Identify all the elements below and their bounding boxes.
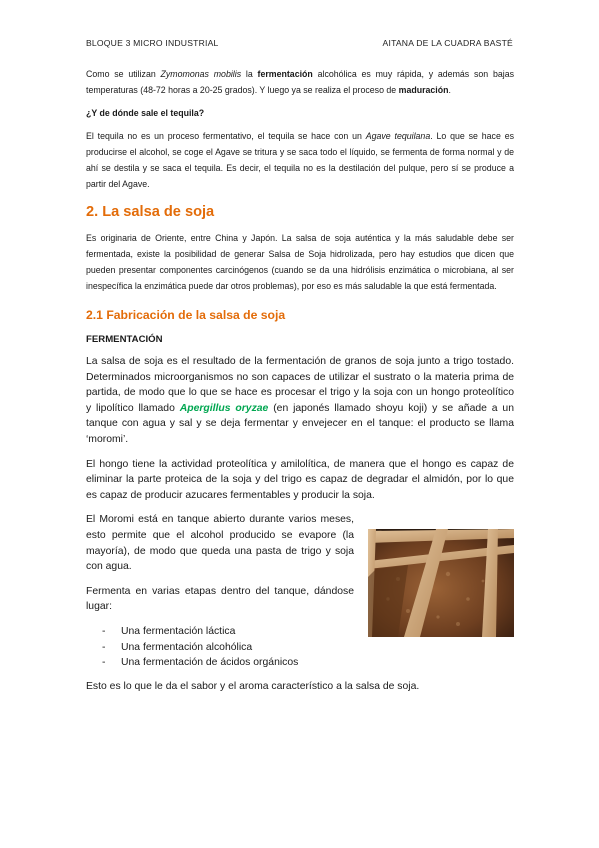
- moromi-tank-photo: [368, 529, 514, 637]
- moromi-tank-illustration: [368, 529, 514, 637]
- text-run: (en japonés llamado shoyu koji) y se añade a un tanque con agua y sal y se deja fermentar y envejecer en el tanque: el producto se llama ‘moromi’.: [86, 402, 514, 445]
- paragraph-conclusion: Esto es lo que le da el sabor y el aroma característico a la salsa de soja.: [86, 680, 420, 692]
- fermentation-heading: FERMENTACIÓN: [86, 334, 163, 345]
- paragraph-origin: Es originaria de Oriente, entre China y Japón. La salsa de soja auténtica y la más saludable debe ser fermentada, existe la posibilidad de generar Salsa de Soja hidrolizada, pero hay estudios que dicen que pueden presentar componentes carcinógenos (cuando se da una hidrólisis enzimática o microbiana, al ser inespecífica la enzimática puede dar otros problemas), por eso es más saludable la que está fermentada.: [86, 233, 514, 291]
- section-title: 2. La salsa de soja: [86, 204, 215, 220]
- list-item: [86, 640, 514, 656]
- header-author: AITANA DE LA CUADRA BASTÉ: [382, 38, 513, 48]
- list-item-text: Una fermentación de ácidos orgánicos: [121, 657, 299, 669]
- list-item-text: Una fermentación láctica: [121, 625, 236, 637]
- text-run: .: [448, 85, 451, 95]
- paragraph-tequila: [86, 128, 514, 192]
- species-name: Agave tequilana: [365, 131, 431, 141]
- text-run: la: [241, 69, 258, 79]
- question-heading: ¿Y de dónde sale el tequila?: [86, 108, 205, 118]
- dash-bullet: -: [102, 641, 106, 653]
- page-header: [86, 38, 513, 52]
- text-run: El tequila no es un proceso fermentativo, el tequila se hace con un: [86, 131, 366, 141]
- paragraph-moromi: El Moromi está en tanque abierto durante varios meses, esto permite que el alcohol producido se evapore (la mayoría), de modo que queda una pasta de trigo y soja con agua.: [86, 514, 354, 573]
- species-name: Zymomonas mobilis: [160, 69, 242, 79]
- paragraph-zymomonas: [86, 66, 514, 98]
- subsection-title: 2.1 Fabricación de la salsa de soja: [86, 308, 286, 322]
- species-name: Apergillus oryzae: [179, 402, 269, 414]
- header-course: BLOQUE 3 MICRO INDUSTRIAL: [86, 38, 219, 48]
- text-run: La salsa de soja es el resultado de la fermentación de granos de soja junto a trigo tostado. Determinados microorganismos no son capaces de utilizar el sustrato o la materia prima de partida, de modo que lo que se hace es procesar el trigo y la soja con un hongo proteolítico y lipolítico llamado: [86, 356, 514, 414]
- paragraph-fungus: El hongo tiene la actividad proteolítica y amilolítica, de manera que el hongo es capaz de eliminar la parte proteica de la soja y del trigo es capaz de degradar el almidón, por lo que es capaz de producir azucares fermentables y producir la soja.: [86, 458, 514, 501]
- bold-term: maduración: [398, 85, 449, 95]
- paragraph-stages: Fermenta en varias etapas dentro del tanque, dándose lugar:: [86, 585, 354, 613]
- list-item-text: Una fermentación alcohólica: [121, 641, 253, 653]
- text-run: . Lo que se hace es producirse el alcohol, se coge el Agave se tritura y se saca todo el líquido, se fermenta de forma normal y de ahí se destila y se saca el tequila. Es decir, el tequila no es la destilación del pulque, pero sí se produce a partir del Agave.: [86, 131, 514, 189]
- dash-bullet: -: [102, 625, 106, 637]
- text-beside-image: [86, 512, 354, 615]
- text-run: Como se utilizan: [86, 69, 161, 79]
- dash-bullet: -: [102, 657, 106, 669]
- text-run: alcohólica es muy rápida, y además son bajas temperaturas (48-72 horas a 20-25 grados). Y luego ya se realiza el proceso de: [86, 69, 514, 95]
- bold-term: fermentación: [257, 69, 313, 79]
- list-item: [86, 655, 514, 671]
- paragraph-fermentation: [86, 354, 514, 448]
